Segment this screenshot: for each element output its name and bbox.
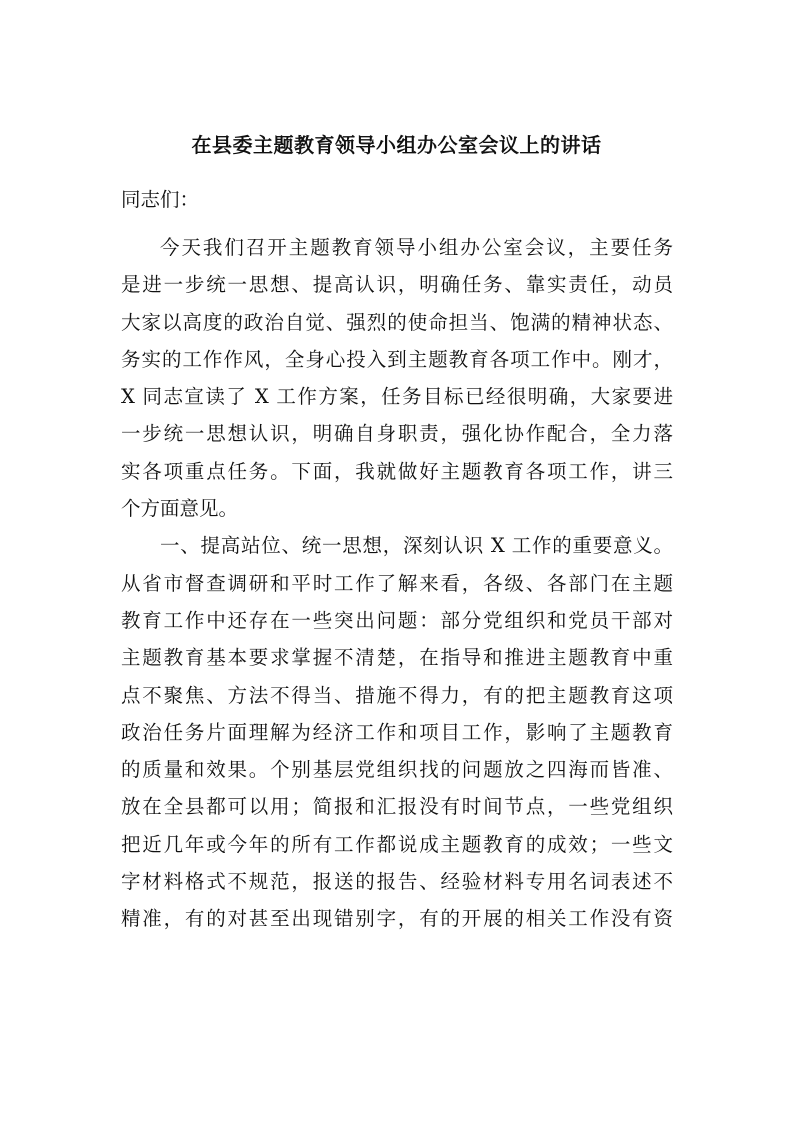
paragraph-2-line-8: 放在全县都可以用；简报和汇报没有时间节点，一些党组织 <box>121 795 673 819</box>
paragraph-1-line-1: 今天我们召开主题教育领导小组办公室会议，主要任务 <box>160 236 673 259</box>
paragraph-2-line-9: 把近几年或今年的所有工作都说成主题教育的成效；一些文 <box>121 832 673 856</box>
paragraph-2-line-2: 从省市督查调研和平时工作了解来看，各级、各部门在主题 <box>121 571 673 595</box>
document-title: 在县委主题教育领导小组办公室会议上的讲话 <box>191 133 602 157</box>
paragraph-2-line-6: 政治任务片面理解为经济工作和项目工作，影响了主题教育 <box>121 720 673 744</box>
paragraph-2-line-3: 教育工作中还存在一些突出问题：部分党组织和党员干部对 <box>121 608 673 632</box>
document-body <box>121 229 673 938</box>
paragraph-2-line-1: 一、提高站位、统一思想，深刻认识 X 工作的重要意义。 <box>160 534 673 558</box>
paragraph-2-line-5: 点不聚焦、方法不得当、措施不得力，有的把主题教育这项 <box>121 683 673 707</box>
paragraph-2-line-4: 主题教育基本要求掌握不清楚，在指导和推进主题教育中重 <box>121 646 673 670</box>
paragraph-1-line-7: 实各项重点任务。下面，我就做好主题教育各项工作，讲三 <box>121 459 673 483</box>
paragraph-1-line-4: 务实的工作作风，全身心投入到主题教育各项工作中。刚才， <box>121 347 673 371</box>
paragraph-1-line-3: 大家以高度的政治自觉、强烈的使命担当、饱满的精神状态、 <box>121 310 673 334</box>
paragraph-2-line-7: 的质量和效果。个别基层党组织找的问题放之四海而皆准、 <box>121 758 673 782</box>
paragraph-1-line-2: 是进一步统一思想、提高认识，明确任务、靠实责任，动员 <box>121 273 673 297</box>
paragraph-2-line-11: 精准，有的对甚至出现错别字，有的开展的相关工作没有资 <box>121 907 673 931</box>
salutation: 同志们： <box>121 188 200 211</box>
paragraph-1-line-5: X 同志宣读了 X 工作方案，任务目标已经很明确，大家要进 <box>121 385 673 409</box>
paragraph-2-line-10: 字材料格式不规范，报送的报告、经验材料专用名词表述不 <box>121 870 673 894</box>
paragraph-1-line-6: 一步统一思想认识，明确自身职责，强化协作配合，全力落 <box>121 422 673 446</box>
paragraph-1-line-8: 个方面意见。 <box>121 497 239 521</box>
